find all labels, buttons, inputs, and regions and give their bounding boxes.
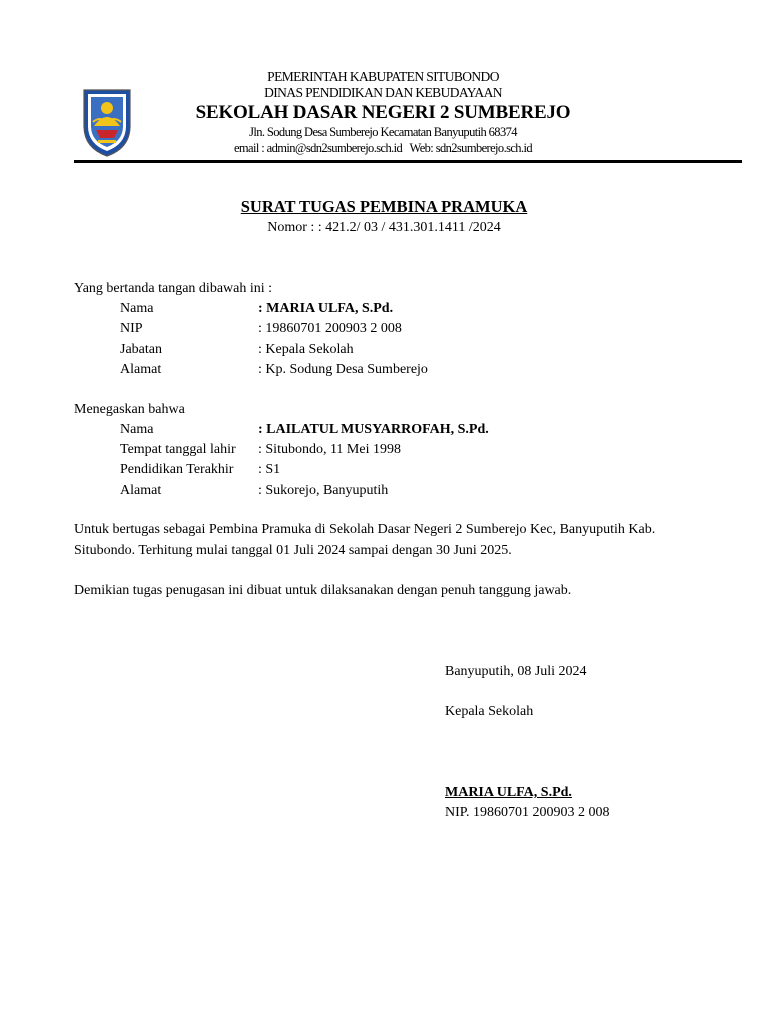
intro-text: Yang bertanda tangan dibawah ini : — [74, 281, 273, 296]
signature-nip: NIP. 19860701 200903 2 008 — [445, 805, 610, 820]
school-address: Jln. Sodung Desa Sumberejo Kecamatan Banyuputih 68374 — [249, 125, 517, 139]
assignee-label-address: Alamat — [120, 483, 162, 498]
closing-text: Demikian tugas penugasan ini dibuat untuk dilaksanakan dengan penuh tanggung jawab. — [74, 583, 572, 598]
department-line: DINAS PENDIDIKAN DAN KEBUDAYAAN — [264, 85, 502, 100]
school-contact: email : admin@sdn2sumberejo.sch.id Web: sdn2sumberejo.sch.id — [233, 140, 533, 155]
letter-title: SURAT TUGAS PEMBINA PRAMUKA — [240, 197, 528, 216]
affirm-text: Menegaskan bahwa — [74, 402, 185, 417]
signer-label-position: Jabatan — [120, 342, 162, 357]
assignee-label-birth: Tempat tanggal lahir — [120, 442, 236, 457]
signature-name: MARIA ULFA, S.Pd. — [445, 785, 572, 800]
letterhead — [150, 69, 616, 156]
school-name: SEKOLAH DASAR NEGERI 2 SUMBEREJO — [195, 102, 571, 123]
signer-label-nip: NIP — [120, 321, 143, 336]
assignee-value-birth: : Situbondo, 11 Mei 1998 — [258, 442, 401, 457]
signer-value-nip: : 19860701 200903 2 008 — [258, 321, 402, 336]
signer-value-position: : Kepala Sekolah — [258, 342, 354, 357]
signature-place-date: Banyuputih, 08 Juli 2024 — [445, 664, 587, 679]
signer-label-name: Nama — [120, 301, 154, 316]
task-paragraph: Untuk bertugas sebagai Pembina Pramuka di Sekolah Dasar Negeri 2 Sumberejo Kec, Banyuputih Kab. Situbondo. Terhitung mulai tanggal 01 Juli 2024 sampai dengan 30 Juni 2025. — [74, 522, 656, 558]
letter-number: Nomor : : 421.2/ 03 / 431.301.1411 /2024 — [267, 220, 501, 235]
assignee-label-name: Nama — [120, 422, 154, 437]
regency-crest-icon — [78, 86, 136, 158]
assignee-label-education: Pendidikan Terakhir — [120, 462, 234, 477]
assignee-value-education: : S1 — [258, 462, 281, 477]
signer-value-name: : MARIA ULFA, S.Pd. — [258, 301, 394, 316]
government-line: PEMERINTAH KABUPATEN SITUBONDO — [267, 69, 499, 84]
signature-position: Kepala Sekolah — [445, 704, 534, 719]
assignee-value-name: : LAILATUL MUSYARROFAH, S.Pd. — [258, 422, 489, 437]
assignee-value-address: : Sukorejo, Banyuputih — [258, 483, 389, 498]
signer-value-address: : Kp. Sodung Desa Sumberejo — [258, 362, 428, 377]
signer-label-address: Alamat — [120, 362, 162, 377]
letterhead-divider — [74, 160, 742, 163]
